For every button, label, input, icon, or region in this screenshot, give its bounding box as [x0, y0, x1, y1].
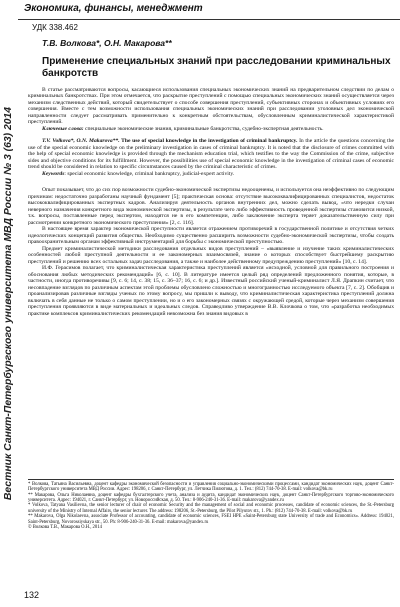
footnote: * Волкова, Татьяна Васильевна, доцент кафедры экономической безопасности и управления социально-экономическими процессами, кандидат экономических наук, доцент Санкт-Петербургского университета МВД России. Адрес: 198206, г. Санкт-Петербург, ул. Летчика Пилютова, д. 1. Тел.: (812) 744-70-38. E-mail: volkova@bk.ru	[28, 482, 394, 493]
abstract-en-text	[28, 138, 394, 170]
body-paragraph: В настоящее время характер экономической преступности является отражением противоречий в государственной политике и отсутствия четких идеологических концепций развития общества. Необходимо существенно расширить возможности судебно-экономической экспертизы, чтобы создать правоохранительным органам эффективный инструментарий для борьбы с экономической преступностью.	[28, 226, 394, 246]
keywords-ru-text: специальные экономические знания, криминальные банкротства, судебно-экспертная деятельность.	[83, 125, 324, 132]
side-title-text: Вестник Санкт-Петербургского университета МВД России № 3 (63) 2014	[3, 106, 15, 501]
footnote: ** Макарова, Ольга Николаевна, доцент кафедры бухгалтерского учета, анализа и аудита, кандидат экономических наук, доцент Санкт-Петербургского торгово-экономического университета. Адрес: 194021, г. Санкт-Петербург, ул. Новороссийская, д. 50. Тел.: 8-906-240-31-36. E-mail: makarova@yandex.ru	[28, 492, 394, 504]
page-number: 132	[24, 590, 40, 600]
abstract-ru	[28, 87, 394, 132]
authors-ru: Т.В. Волкова*, О.Н. Макарова**	[42, 38, 172, 48]
copyright-line: © Волкова Т.В., Макарова О.Н., 2014	[28, 524, 102, 530]
keywords-en	[28, 171, 394, 177]
footnote: * Volkova, Tatyana Vasilievna, the senior lecturer of chair of economic Security and the management of social and economic processes, candidate of economic sciences, the St.-Petersburg university of the Ministry of Internal Affairs, the senior lecturer. The address: 198206, St.-Petersburg, the Pilot Pilyutov str., 1. Ph.: (812) 744-70-38. E-mail: volkova@bk.ru	[28, 503, 394, 514]
keywords-ru-label: Ключевые слова:	[42, 125, 84, 132]
footnotes	[28, 479, 394, 530]
section-header	[18, 0, 400, 20]
keywords-en-text: : special economic knowledge, criminal bankruptcy, judicial-expert activity.	[64, 170, 235, 177]
authors-en: T.V. Volkova*, O.N. Makarova**.	[42, 138, 120, 145]
body-paragraph: Предмет криминалистической методики расследования отдельных видов преступлений – «выявление и изучение таких криминалистических особенностей любой преступной деятельности и ее закономерных взаимосвязей, знание о которых способствует быстрейшему раскрытию преступлений и решению всех остальных задач расследования, а также и наиболее действенному предупреждению преступлений» [10, с. 14].	[28, 245, 394, 265]
keywords-en-label: Keywords	[42, 170, 65, 177]
section-title: Экономика, финансы, менеджмент	[24, 3, 203, 14]
abstract-en	[28, 138, 394, 177]
article-title-ru: Применение специальных знаний при расследовании криминальных банкротств	[42, 56, 391, 79]
journal-side-title	[0, 0, 18, 607]
article-body	[28, 187, 394, 317]
udk-code: УДК 338.462	[32, 23, 78, 32]
body-paragraph: Опыт показывает, что до сих пор возможности судебно-экономической экспертизы недооценены, и используется она неэффективно по следующим причинам: недостаточно разработаны научный фундамент [5]; практическая основа: отсутствие высококвалифицированных специалистов, недостаток высококвалифицированных экспертных кадров. Анализируя деятельность органов внутренних дел, можно сделать вывод, «что нередки случаи неверного назначения конкретного вида экономической экспертизы, в результате чего либо эффективность проведенной экспертизы становится низкой, т.к. вопросы, поставленные перед экспертом, находятся не в его компетенции, либо заключение эксперта теряет доказательственную силу при рассмотрении конкретного экономического преступления» [2, с. 116].	[28, 187, 394, 226]
abstract-en-body: In the article the questions concerning the use of the special economic knowledge on the preliminary investigation in cases of criminal bankruptcy. It is noted that the disclosure of crimes committed with the help of special economic knowledge is provided through the mechanism education trial, which testifies to the way the Commission of the crime, subjective sides and objective conditions for its fulfillment. However, the possibilities use of special economic knowledge in the investigation of criminal cases of economic trend should be considered in relation to specific circumstances caused by the criminal characteristic of crimes.	[28, 138, 395, 171]
keywords-ru	[28, 126, 394, 132]
body-paragraph: И.Ф. Герасимов полагает, что криминалистическая характеристика преступлений является «исходной, условной для правильного построения и обоснования любых методических рекомендаций» [6, с. 10]. В литературе имеется целый ряд определений предложенного понятия, которые, в частности, иногда противоречивы [9, с. 6; 14, с. 38; 15, с. 36–37; 16, с. 6; и др.]. Известный российский ученый-криминалист Л.Я. Драпкин считает, что несовпадение взглядов по различным аспектам этой проблемы обусловлено сложностью и многогранностью исследуемого объекта [7, с. 2]. Обобщив и проанализировав различные взгляды ученых по этому вопросу, мы пришли к выводу, что криминалистическая характеристика преступлений должна включать в себя данные не только о самом преступлении, но и о его закономерных связях с окружающей средой, которые через механизм совершения преступления проявляются в виде материальных и идеальных следов. Справедливо утверждение В.В. Клочкова о том, что «разработка необходимых практике комплексов криминалистических рекомендаций невозможна без знания видовых в	[28, 265, 394, 317]
footnote: ** Makarova, Olga Nikolaevna, associate Professor of accounting, candidate of economic sciences, FSEI HPE «Saint-Petersburg state University of trade and Economics». Address: 194021, Saint-Petersburg, Novorossiyskaya str., 50. Ph: 8-906-240-31-36. E-mail: makarova@yandex.ru	[28, 514, 394, 525]
article-title-en: The use of special knowledge in the investigation of criminal bankruptcy.	[119, 138, 298, 145]
article-content	[28, 23, 394, 323]
abstract-ru-text: В статье рассматриваются вопросы, касающиеся использования специальных экономических знаний на предварительном следствии по делам о криминальных банкротствах. При этом отмечается, что раскрытие преступлений с помощью специальных экономических знаний осуществляется через механизм следственных действий, который свидетельствует о способе совершения преступлений, субъективных сторонах и объективных условиях его совершения. Вместе с тем возможности использования специальных экономических знаний при расследовании уголовных дел экономической направленности следует рассматривать применительно к конкретным обстоятельствам, обусловленным криминалистической характеристикой преступлений.	[28, 87, 394, 126]
